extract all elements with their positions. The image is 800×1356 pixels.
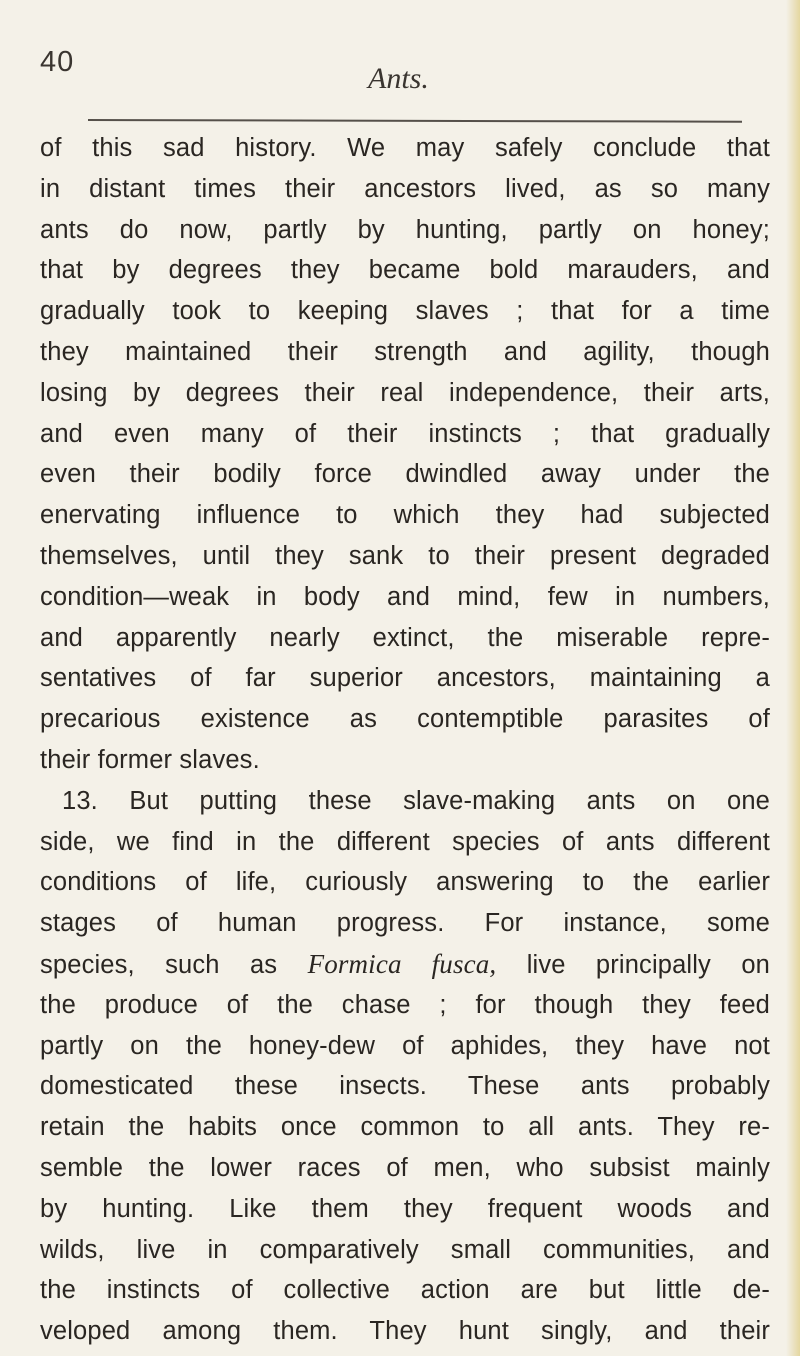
text-line: semble the lower races of men, who subsist mainly — [40, 1153, 770, 1182]
text-line: in distant times their ancestors lived, as so many — [40, 174, 770, 203]
text-line: side, we find in the different species of ants different — [40, 827, 770, 856]
page-number: 40 — [40, 46, 75, 78]
text-line: enervating influence to which they had subjected — [40, 501, 770, 530]
text-line: the instincts of collective action are but little de- — [40, 1276, 770, 1305]
text-line: veloped among them. They hunt singly, and their — [40, 1317, 770, 1346]
text-segment: species, such as — [40, 950, 308, 979]
body-text — [40, 128, 770, 1352]
text-line: gradually took to keeping slaves ; that for a time — [40, 297, 770, 326]
text-line: domesticated these insects. These ants probably — [40, 1072, 770, 1101]
text-line: that by degrees they became bold marauders, and — [40, 256, 770, 285]
text-line: precarious existence as contemptible parasites of — [40, 705, 770, 734]
text-line: losing by degrees their real independence, their arts, — [40, 378, 770, 407]
text-line: condition—weak in body and mind, few in numbers, — [40, 582, 770, 611]
text-line: and apparently nearly extinct, the miserable repre- — [40, 623, 770, 652]
text-line: retain the habits once common to all ants. They re- — [40, 1113, 770, 1142]
text-line: conditions of life, curiously answering to the earlier — [40, 868, 770, 897]
text-line: stages of human progress. For instance, some — [40, 909, 770, 938]
text-line: their former slaves. — [40, 745, 260, 774]
text-line: 13. But putting these slave-making ants on one — [62, 786, 770, 815]
header-rule — [88, 119, 742, 123]
text-line: by hunting. Like them they frequent woods and — [40, 1194, 770, 1223]
text-line: they maintained their strength and agility, though — [40, 337, 770, 366]
species-name: Formica fusca, — [307, 948, 497, 979]
text-line: even their bodily force dwindled away under the — [40, 460, 770, 489]
paragraph-1 — [40, 128, 770, 781]
text-line: of this sad history. We may safely conclude that — [40, 134, 770, 162]
text-line: ants do now, partly by hunting, partly on honey; — [40, 215, 770, 244]
running-title: Ants. — [368, 62, 429, 95]
text-line: themselves, until they sank to their present degraded — [40, 541, 770, 570]
text-line: and even many of their instincts ; that gradually — [40, 419, 770, 448]
text-line: the produce of the chase ; for though they feed — [40, 990, 770, 1019]
text-line: wilds, live in comparatively small communities, and — [40, 1235, 770, 1264]
page-edge — [786, 0, 800, 1356]
text-line: sentatives of far superior ancestors, maintaining a — [40, 664, 770, 693]
text-line: partly on the honey-dew of aphides, they have not — [40, 1031, 770, 1060]
paragraph-2 — [40, 781, 770, 1352]
text-line — [40, 944, 770, 985]
page-header — [0, 0, 800, 120]
text-segment: live principally on — [496, 950, 771, 979]
